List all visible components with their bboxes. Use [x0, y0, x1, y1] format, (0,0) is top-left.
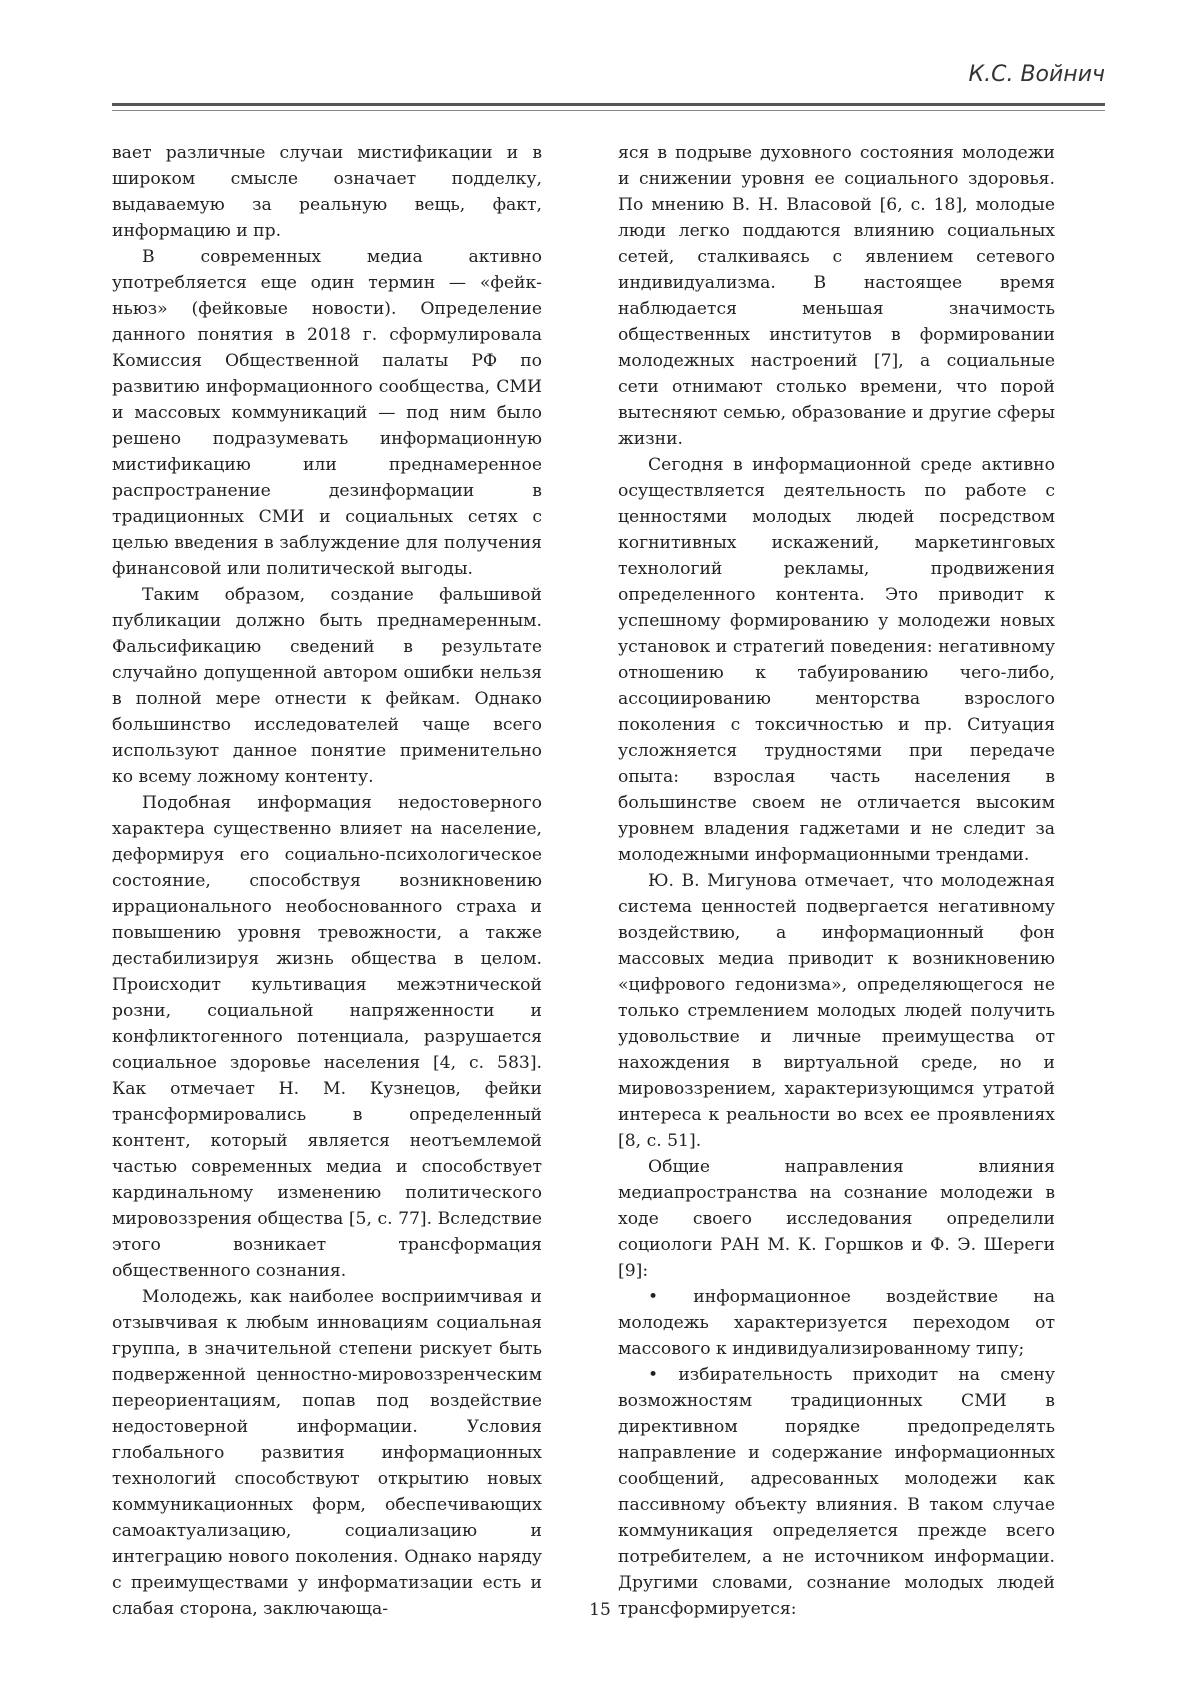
paragraph: В современных медиа активно употребляется еще один термин — «фейк-ньюз» (фейковые новости). Определение данного понятия в 2018 г. сформулировала Комиссия Общественной палаты РФ по развитию информационного сообщества, СМИ и массовых коммуникаций — под ним было решено подразумевать информационную мистификацию или преднамеренное распространение дезинформации в традиционных СМИ и социальных сетях с целью введения в заблуждение для получения финансовой или политической выгоды. — [112, 247, 542, 579]
left-column — [112, 140, 542, 1622]
header-divider — [112, 103, 1105, 111]
paragraph: вает различные случаи мистификации и в широком смысле означает подделку, выдаваемую за реальную вещь, факт, информацию и пр. — [112, 143, 542, 241]
right-column — [618, 140, 1055, 1622]
paragraph: Сегодня в информационной среде активно осуществляется деятельность по работе с ценностями молодых людей посредством когнитивных искажений, маркетинговых технологий рекламы, продвижения определенного контента. Это приводит к успешному формированию у молодежи новых установок и стратегий поведения: негативному отношению к табуированию чего-либо, ассоциированию менторства взрослого поколения с токсичностью и пр. Ситуация усложняется трудностями при передаче опыта: взрослая часть населения в большинстве своем не отличается высоким уровнем владения гаджетами и не следит за молодежными информационными трендами. — [618, 455, 1055, 865]
paragraph: Таким образом, создание фальшивой публикации должно быть преднамеренным. Фальсификацию сведений в результате случайно допущенной автором ошибки нельзя в полной мере отнести к фейкам. Однако большинство исследователей чаще всего используют данное понятие применительно ко всему ложному контенту. — [112, 585, 542, 787]
bullet-item: • избирательность приходит на смену возможностям традиционных СМИ в директивном порядке предопределять направление и содержание информационных сообщений, адресованных молодежи как пассивному объекту влияния. В таком случае коммуникация определяется прежде всего потребителем, а не источником информации. Другими словами, сознание молодых людей трансформируется: — [618, 1365, 1055, 1619]
page-number: 15 — [589, 1600, 611, 1620]
running-header-author: К.С. Войнич — [968, 62, 1105, 87]
paragraph: Ю. В. Мигунова отмечает, что молодежная система ценностей подвергается негативному воздействию, а информационный фон массовых медиа приводит к возникновению «цифрового гедонизма», определяющегося не только стремлением молодых людей получить удовольствие и личные преимущества от нахождения в виртуальной среде, но и мировоззрением, характеризующимся утратой интереса к реальности во всех ее проявлениях [8, с. 51]. — [618, 871, 1055, 1151]
paragraph: Подобная информация недостоверного характера существенно влияет на население, деформируя его социально-психологическое состояние, способствуя возникновению иррационального необоснованного страха и повышению уровня тревожности, а также дестабилизируя жизнь общества в целом. Происходит культивация межэтнической розни, социальной напряженности и конфликтогенного потенциала, разрушается социальное здоровье населения [4, с. 583]. Как отмечает Н. М. Кузнецов, фейки трансформировались в определенный контент, который является неотъемлемой частью современных медиа и способствует кардинальному изменению политического мировоззрения общества [5, с. 77]. Вследствие этого возникает трансформация общественного сознания. — [112, 793, 542, 1281]
paragraph: Общие направления влияния медиапространства на сознание молодежи в ходе своего исследования определили социологи РАН М. К. Горшков и Ф. Э. Шереги [9]: — [618, 1157, 1055, 1281]
paragraph: Молодежь, как наиболее восприимчивая и отзывчивая к любым инновациям социальная группа, в значительной степени рискует быть подверженной ценностно-мировоззренческим переориентациям, попав под воздействие недостоверной информации. Условия глобального развития информационных технологий способствуют открытию новых коммуникационных форм, обеспечивающих самоактуализацию, социализацию и интеграцию нового поколения. Однако наряду с преимуществами у информатизации есть и слабая сторона, заключающа- — [112, 1287, 542, 1619]
bullet-item: • информационное воздействие на молодежь характеризуется переходом от массового к индивидуализированному типу; — [618, 1287, 1055, 1359]
paragraph: яся в подрыве духовного состояния молодежи и снижении уровня ее социального здоровья. По мнению В. Н. Власовой [6, с. 18], молодые люди легко поддаются влиянию социальных сетей, сталкиваясь с явлением сетевого индивидуализма. В настоящее время наблюдается меньшая значимость общественных институтов в формировании молодежных настроений [7], а социальные сети отнимают столько времени, что порой вытесняют семью, образование и другие сферы жизни. — [618, 143, 1055, 449]
